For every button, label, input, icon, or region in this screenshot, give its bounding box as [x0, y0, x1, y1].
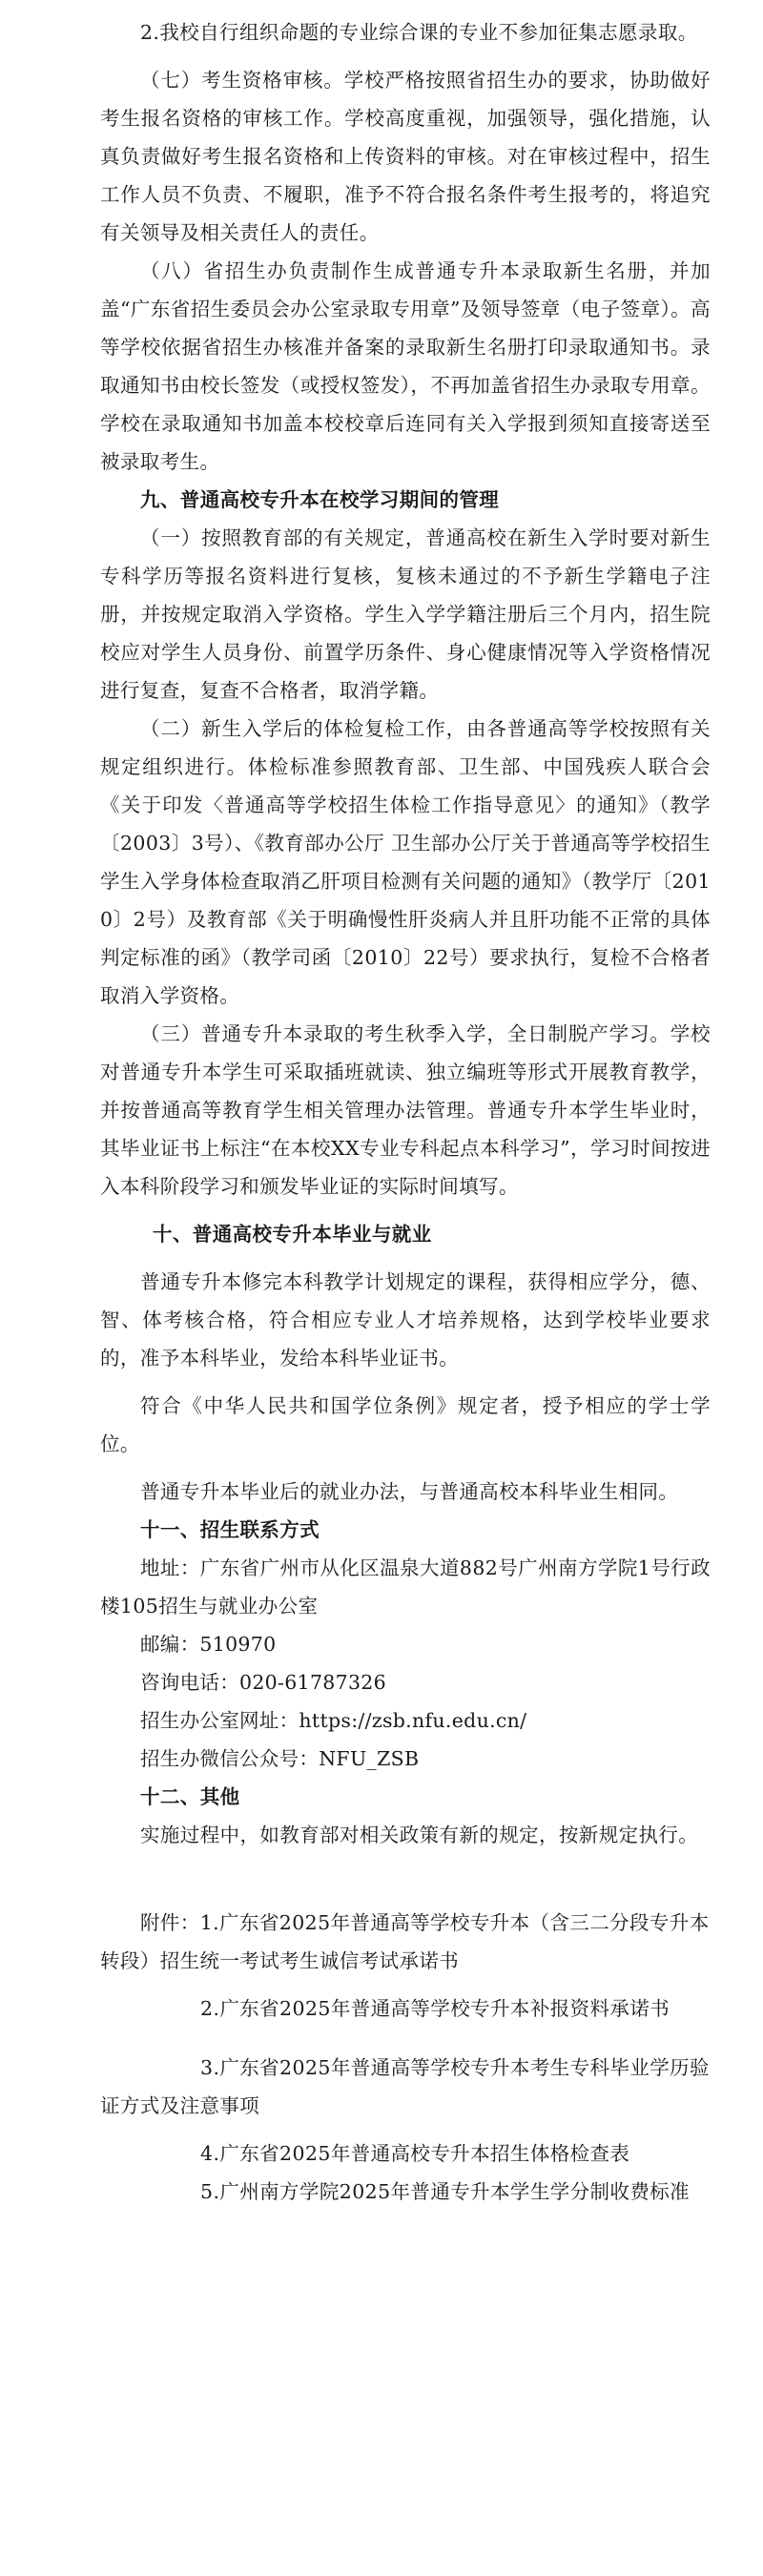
spacer — [100, 2028, 711, 2049]
contact-address: 地址：广东省广州市从化区温泉大道882号广州南方学院1号行政楼105招生与就业办公室 — [100, 1556, 711, 1618]
paragraph-health-recheck: （二）新生入学后的体检复检工作，由各普通高等学校按照有关规定组织进行。体检标准参照教育部、卫生部、中国残疾人联合会《关于印发〈普通高等学校招生体检工作指导意见〉的通知》（教学〔2003〕3号）、《教育部办公厅 卫生部办公厅关于普通高等学校招生学生入学身体检查取消乙肝项目检测有关问题的通知》（教学厅〔2010〕2号）及教育部《关于明确慢性肝炎病人并且肝功能不正常的具体判定标准的函》（教学司函〔2010〕22号）要求执行，复检不合格者取消入学资格。 — [100, 717, 711, 1007]
section-heading-10: 十、普通高校专升本毕业与就业 — [153, 1223, 432, 1246]
paragraph-graduation: 普通专升本修完本科教学计划规定的课程，获得相应学分，德、智、体考核合格，符合相应专业人才培养规格，达到学校毕业要求的，准予本科毕业，发给本科毕业证书。 — [100, 1270, 711, 1370]
paragraph-item-2: 2.我校自行组织命题的专业综合课的专业不参加征集志愿录取。 — [140, 21, 698, 44]
attachment-item-5: 5.广州南方学院2025年普通专升本学生学分制收费标准 — [200, 2180, 691, 2203]
contact-website[interactable]: 招生办公室网址：https://zsb.nfu.edu.cn/ — [140, 1709, 527, 1732]
spacer — [0, 52, 763, 61]
paragraph-admission-roster: （八）省招生办负责制作生成普通专升本录取新生名册，并加盖“广东省招生委员会办公室录取专用章”及领导签章（电子签章）。高等学校依据省招生办核准并备案的录取新生名册打印录取通知书。录取通知书由校长签发（或授权签发），不再加盖省招生办录取专用章。学校在录取通知书加盖本校校章后连同有关入学报到须知直接寄送至被录取考生。 — [100, 259, 711, 473]
contact-postcode: 邮编：510970 — [140, 1633, 277, 1656]
spacer — [0, 1854, 763, 1904]
section-heading-12: 十二、其他 — [140, 1785, 240, 1808]
spacer — [0, 1253, 763, 1263]
paragraph-employment: 普通专升本毕业后的就业办法，与普通高校本科毕业生相同。 — [140, 1480, 679, 1503]
attachment-item-1: 附件：1.广东省2025年普通高等学校专升本（含三二分段专升本转段）招生统一考试考生诚信考试承诺书 — [100, 1911, 710, 1972]
spacer — [0, 1377, 763, 1387]
spacer — [0, 1206, 763, 1215]
attachment-list — [100, 1904, 711, 2211]
paragraph-other: 实施过程中，如教育部对相关政策有新的规定，按新规定执行。 — [140, 1824, 699, 1846]
section-heading-11: 十一、招生联系方式 — [140, 1518, 320, 1541]
paragraph-degree: 符合《中华人民共和国学位条例》规定者，授予相应的学士学位。 — [100, 1394, 711, 1455]
attachment-item-4: 4.广东省2025年普通高校专升本招生体格检查表 — [200, 2142, 630, 2165]
spacer — [0, 1463, 763, 1473]
paragraph-study-mode: （三）普通专升本录取的考生秋季入学，全日制脱产学习。学校对普通专升本学生可采取插班就读、独立编班等形式开展教育教学，并按普通高等教育学生相关管理办法管理。普通专升本学生毕业时，其毕业证书上标注“在本校XX专业专科起点本科学习”，学习时间按进入本科阶段学习和颁发毕业证的实际时间填写。 — [100, 1022, 711, 1198]
attachment-item-2: 2.广东省2025年普通高等学校专升本补报资料承诺书 — [200, 1997, 670, 2020]
paragraph-enrollment-review: （一）按照教育部的有关规定，普通高校在新生入学时要对新生专科学历等报名资料进行复核，复核未通过的不予新生学籍电子注册，并按规定取消入学资格。学生入学学籍注册后三个月内，招生院校应对学生人员身份、前置学历条件、身心健康情况等入学资格情况进行复查，复查不合格者，取消学籍。 — [100, 526, 711, 702]
section-heading-9: 九、普通高校专升本在校学习期间的管理 — [140, 488, 500, 511]
attachment-item-3: 3.广东省2025年普通高等学校专升本考生专科毕业学历验证方式及注意事项 — [100, 2056, 710, 2117]
spacer — [100, 1980, 711, 1989]
contact-wechat: 招生办微信公众号：NFU_ZSB — [140, 1747, 420, 1770]
spacer — [100, 2125, 711, 2134]
contact-phone: 咨询电话：020-61787326 — [140, 1671, 386, 1694]
paragraph-qualification-review: （七）考生资格审核。学校严格按照省招生办的要求，协助做好考生报名资格的审核工作。学校高度重视，加强领导，强化措施，认真负责做好考生报名资格和上传资料的审核。对在审核过程中，招生工作人员不负责、不履职，准予不符合报名条件考生报考的，将追究有关领导及相关责任人的责任。 — [100, 69, 711, 244]
